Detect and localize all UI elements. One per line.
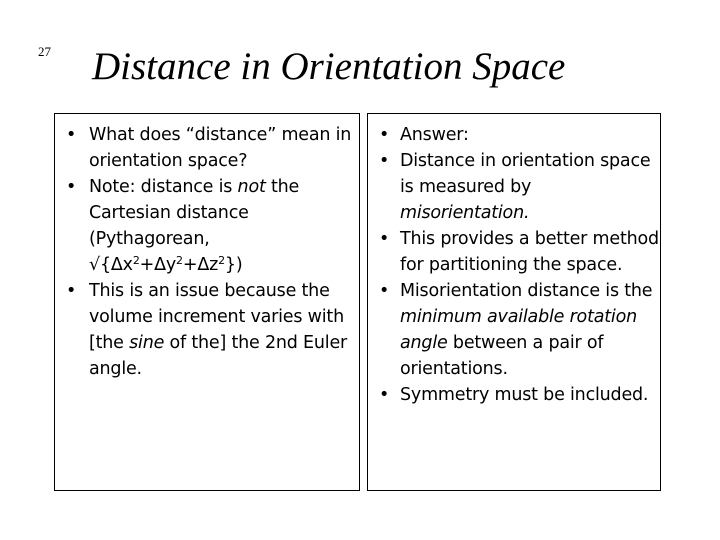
bullet-distance-misorientation — [368, 148, 664, 226]
bullet-text: What does “distance” mean in orientation space? — [89, 125, 352, 171]
bullet-text-dz: +Δz — [182, 255, 219, 275]
bullet-marker: • — [378, 385, 390, 405]
bullet-text-prefix: Note: distance is — [89, 177, 238, 197]
bullet-marker: • — [378, 281, 390, 301]
bullet-text: This provides a better method for partitioning the space. — [400, 229, 659, 275]
left-bullet-list — [55, 122, 365, 382]
bullet-answer — [368, 122, 664, 148]
superscript: 2 — [132, 254, 140, 267]
bullet-text-suffix: . — [523, 203, 530, 223]
bullet-marker: • — [65, 125, 77, 145]
bullet-better-method — [368, 226, 664, 278]
bullet-text-emphasis: minimum available rotation angle — [400, 307, 637, 353]
bullet-marker: • — [378, 229, 390, 249]
bullet-text-end: }) — [224, 255, 243, 275]
bullet-text-prefix: This is an issue because the volume increment varies with [the — [89, 281, 344, 353]
bullet-marker: • — [378, 125, 390, 145]
superscript: 2 — [218, 254, 225, 267]
superscript: 2 — [176, 254, 183, 267]
bullet-text-emphasis: misorientation — [400, 203, 524, 223]
bullet-marker: • — [378, 151, 390, 171]
bullet-what-does-distance-mean — [55, 122, 365, 174]
bullet-symmetry — [368, 382, 664, 408]
bullet-misorientation-distance — [368, 278, 664, 382]
bullet-note-not-cartesian — [55, 174, 365, 278]
bullet-text: Symmetry must be included. — [400, 385, 649, 405]
right-bullet-list — [368, 122, 664, 408]
bullet-text-prefix: Misorientation distance is the — [400, 281, 653, 301]
bullet-text-emphasis: sine — [129, 333, 165, 353]
bullet-text-dy: +Δy — [139, 255, 177, 275]
bullet-text: Answer: — [400, 125, 469, 145]
bullet-text-suffix: between a pair of orientations. — [400, 333, 604, 379]
slide-number: 27 — [38, 44, 51, 59]
left-text-box — [54, 113, 360, 491]
bullet-text-emphasis: not — [237, 177, 266, 197]
bullet-volume-increment-issue — [55, 278, 365, 382]
right-text-box — [367, 113, 661, 491]
bullet-text-mid: the Cartesian distance (Pythagorean, √{Δx — [89, 177, 300, 275]
slide-title: Distance in Orientation Space — [92, 45, 566, 88]
bullet-text-prefix: Distance in orientation space is measured by — [400, 151, 651, 197]
bullet-text-suffix: of the] the 2nd Euler angle. — [89, 333, 348, 379]
bullet-marker: • — [65, 281, 77, 301]
bullet-marker: • — [65, 177, 77, 197]
